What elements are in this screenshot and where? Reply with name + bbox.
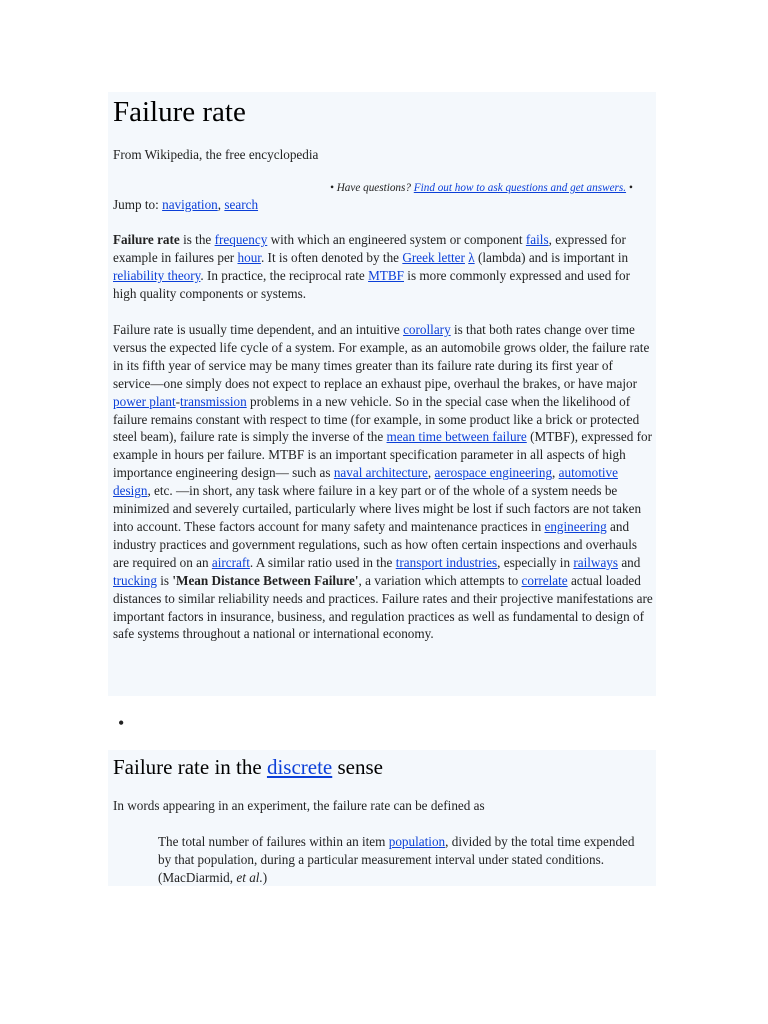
ask-questions-link[interactable]: Find out how to ask questions and get answers. bbox=[413, 182, 627, 194]
jump-search-link[interactable]: search bbox=[224, 197, 259, 212]
tagline: From Wikipedia, the free encyclopedia bbox=[113, 147, 319, 162]
text-run: is bbox=[156, 572, 173, 588]
wiki-link-greek-letter[interactable]: Greek letter bbox=[402, 249, 465, 265]
wiki-link-trucking[interactable]: trucking bbox=[113, 572, 157, 588]
text-run: problems in a new vehicle. So in the special case when the likelihood of failure remains constant with respect to time (for example, in some product like a brick or protected steel beam), failure rate is simply the inverse of the bbox=[113, 393, 640, 445]
wiki-link-aerospace-engineering[interactable]: aerospace engineering bbox=[434, 465, 553, 481]
wiki-link-mean-time-between-failure[interactable]: mean time between failure bbox=[386, 429, 527, 445]
notice-suffix: • bbox=[626, 182, 633, 194]
wiki-link-mtbf[interactable]: MTBF bbox=[368, 267, 404, 283]
text-run: (MTBF), expressed for example in hours per failure. MTBF is an important specification parameter in all aspects of high importance engineering design— such as bbox=[113, 429, 653, 481]
text-run: is more commonly expressed and used for high quality components or systems. bbox=[113, 267, 630, 301]
wiki-link-engineering[interactable]: engineering bbox=[544, 518, 607, 534]
definition-intro: In words appearing in an experiment, the failure rate can be defined as bbox=[113, 798, 485, 813]
bold-term: Failure rate bbox=[113, 232, 180, 247]
text-run: . A similar ratio used in the bbox=[249, 554, 396, 570]
wiki-link-aircraft[interactable]: aircraft bbox=[211, 554, 250, 570]
text-run: and industry practices and government regulations, such as how often certain inspections and overhauls are required on an bbox=[113, 518, 638, 570]
text-run: ) bbox=[262, 869, 268, 885]
text-run: , etc. —in short, any task where failure in a key part or of the whole of a system needs be minimized and severely curtailed, particularly where lives might be lost if such factors are not taken into account. These factors account for many safety and maintenance practices in bbox=[113, 483, 642, 534]
wiki-link-transport-industries[interactable]: transport industries bbox=[395, 554, 498, 570]
text-run: (lambda) and is important in bbox=[474, 249, 629, 265]
section-heading bbox=[113, 754, 383, 780]
definition-quote bbox=[158, 833, 650, 887]
text-run: , especially in bbox=[497, 554, 574, 570]
wiki-link-correlate[interactable]: correlate bbox=[521, 572, 568, 588]
wiki-link-fails[interactable]: fails bbox=[525, 232, 549, 247]
wiki-link-frequency[interactable]: frequency bbox=[214, 232, 268, 247]
wiki-link-power-plant[interactable]: power plant bbox=[113, 393, 176, 409]
text-run: Failure rate is usually time dependent, and an intuitive bbox=[113, 322, 404, 337]
text-run: , a variation which attempts to bbox=[358, 572, 522, 588]
section-heading-suffix: sense bbox=[332, 755, 383, 779]
bullet-marker: • bbox=[118, 713, 125, 733]
wiki-link-transmission[interactable]: transmission bbox=[180, 393, 247, 409]
wiki-link-reliability-theory[interactable]: reliability theory bbox=[113, 267, 201, 283]
jump-separator: , bbox=[217, 197, 225, 212]
site-notice bbox=[330, 180, 633, 196]
jump-label: Jump to: bbox=[113, 197, 163, 212]
text-run: is that both rates change over time versus the expected life cycle of a system. For example, as an automobile grows older, the failure rate in its fifth year of service may be many times greater than its failure rate during its first year of service—one simply does not expect to replace an exhaust pipe, overhaul the brakes, or have major bbox=[113, 322, 650, 391]
text-run: , divided by the total time expended by that population, during a particular measurement interval under stated conditions. (MacDiarmid, bbox=[158, 834, 635, 885]
text-run: , bbox=[552, 465, 559, 481]
text-run: The total number of failures within an item bbox=[158, 834, 389, 849]
time-dependence-paragraph bbox=[113, 321, 653, 643]
section-heading-prefix: Failure rate in the bbox=[113, 755, 267, 779]
notice-prefix: • Have questions? bbox=[330, 182, 414, 194]
page-title: Failure rate bbox=[113, 96, 246, 128]
italic-text: et al. bbox=[236, 869, 263, 885]
wiki-link-hour[interactable]: hour bbox=[237, 249, 261, 265]
text-run: is the bbox=[179, 232, 215, 247]
text-run: actual loaded distances to similar reliability needs and practices. Failure rates and their projective manifestations are important factors in insurance, business, and regulation practices as well as fundamental to design of safe systems throughout a national or international economy. bbox=[113, 572, 653, 642]
jump-navigation-link[interactable]: navigation bbox=[162, 197, 218, 212]
wiki-link-population[interactable]: population bbox=[388, 834, 446, 849]
text-run: . It is often denoted by the bbox=[260, 249, 403, 265]
text-run: - bbox=[175, 393, 181, 409]
text-run: , bbox=[427, 465, 435, 481]
text-run: with which an engineered system or component bbox=[267, 232, 526, 247]
bold-term: 'Mean Distance Between Failure' bbox=[172, 572, 359, 588]
jump-to bbox=[113, 196, 258, 214]
text-run: and bbox=[618, 554, 641, 570]
discrete-link[interactable]: discrete bbox=[266, 755, 333, 779]
wiki-link-corollary[interactable]: corollary bbox=[403, 322, 451, 337]
text-run: , expressed for example in failures per bbox=[113, 232, 626, 265]
text-run: . In practice, the reciprocal rate bbox=[200, 267, 369, 283]
wiki-link-automotive-design[interactable]: automotive design bbox=[113, 465, 618, 499]
wiki-link-naval-architecture[interactable]: naval architecture bbox=[333, 465, 428, 481]
wiki-link-railways[interactable]: railways bbox=[573, 554, 619, 570]
wiki-link-[interactable]: λ bbox=[468, 249, 475, 265]
intro-paragraph bbox=[113, 231, 653, 303]
